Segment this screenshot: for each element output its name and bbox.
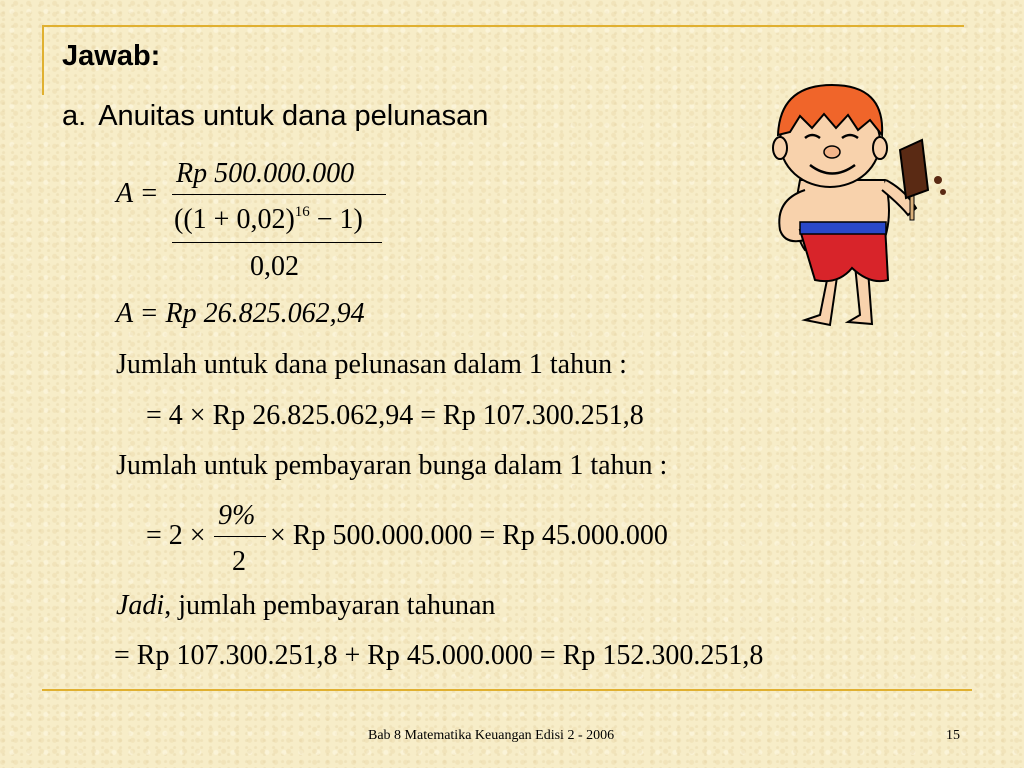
formula-lhs: A = — [116, 178, 159, 209]
slide-item — [62, 100, 488, 133]
slide-title: Jawab: — [62, 40, 161, 72]
formula-inner-numerator — [174, 206, 363, 234]
interest-rate-denominator: 2 — [232, 546, 246, 577]
interest-suffix: × Rp 500.000.000 = Rp 45.000.000 — [270, 520, 668, 551]
item-text: Anuitas untuk dana pelunasan — [98, 100, 489, 132]
formula-outer-fraction-bar — [172, 194, 386, 195]
yearly-payment-label: Jumlah untuk dana pelunasan dalam 1 tahun : — [116, 349, 627, 380]
formula-inner-fraction-bar — [172, 242, 382, 243]
inner-numerator-exponent: 16 — [294, 204, 310, 220]
frame-left-line — [42, 25, 44, 95]
frame-top-line — [42, 25, 964, 27]
conclusion-line — [116, 592, 495, 620]
inner-numerator-tail: − 1) — [316, 204, 363, 235]
conclusion-jadi: Jadi — [116, 590, 165, 621]
interest-prefix: = 2 × — [146, 520, 206, 551]
frame-bottom-line — [42, 689, 972, 691]
formula-numerator-text: Rp 500.000.000 — [176, 158, 355, 189]
formula-result: A = Rp 26.825.062,94 — [116, 298, 365, 329]
interest-rate-fraction-bar — [214, 536, 266, 537]
conclusion-label: , jumlah pembayaran tahunan — [164, 590, 496, 621]
formula-numerator — [176, 160, 354, 188]
page-number: 15 — [946, 728, 960, 743]
cartoon-boy-icecream-illustration — [760, 80, 960, 330]
item-marker: a. — [62, 100, 87, 132]
formula-denominator: 0,02 — [250, 251, 299, 282]
interest-payment-label: Jumlah untuk pembayaran bunga dalam 1 tahun : — [116, 450, 668, 481]
yearly-payment-calc: = 4 × Rp 26.825.062,94 = Rp 107.300.251,8 — [146, 400, 644, 431]
conclusion-calc: = Rp 107.300.251,8 + Rp 45.000.000 = Rp 152.300.251,8 — [114, 640, 764, 671]
interest-rate-numerator: 9% — [218, 500, 256, 531]
footer-text: Bab 8 Matematika Keuangan Edisi 2 - 2006 — [368, 728, 615, 743]
inner-numerator-base: ((1 + 0,02) — [174, 204, 295, 235]
